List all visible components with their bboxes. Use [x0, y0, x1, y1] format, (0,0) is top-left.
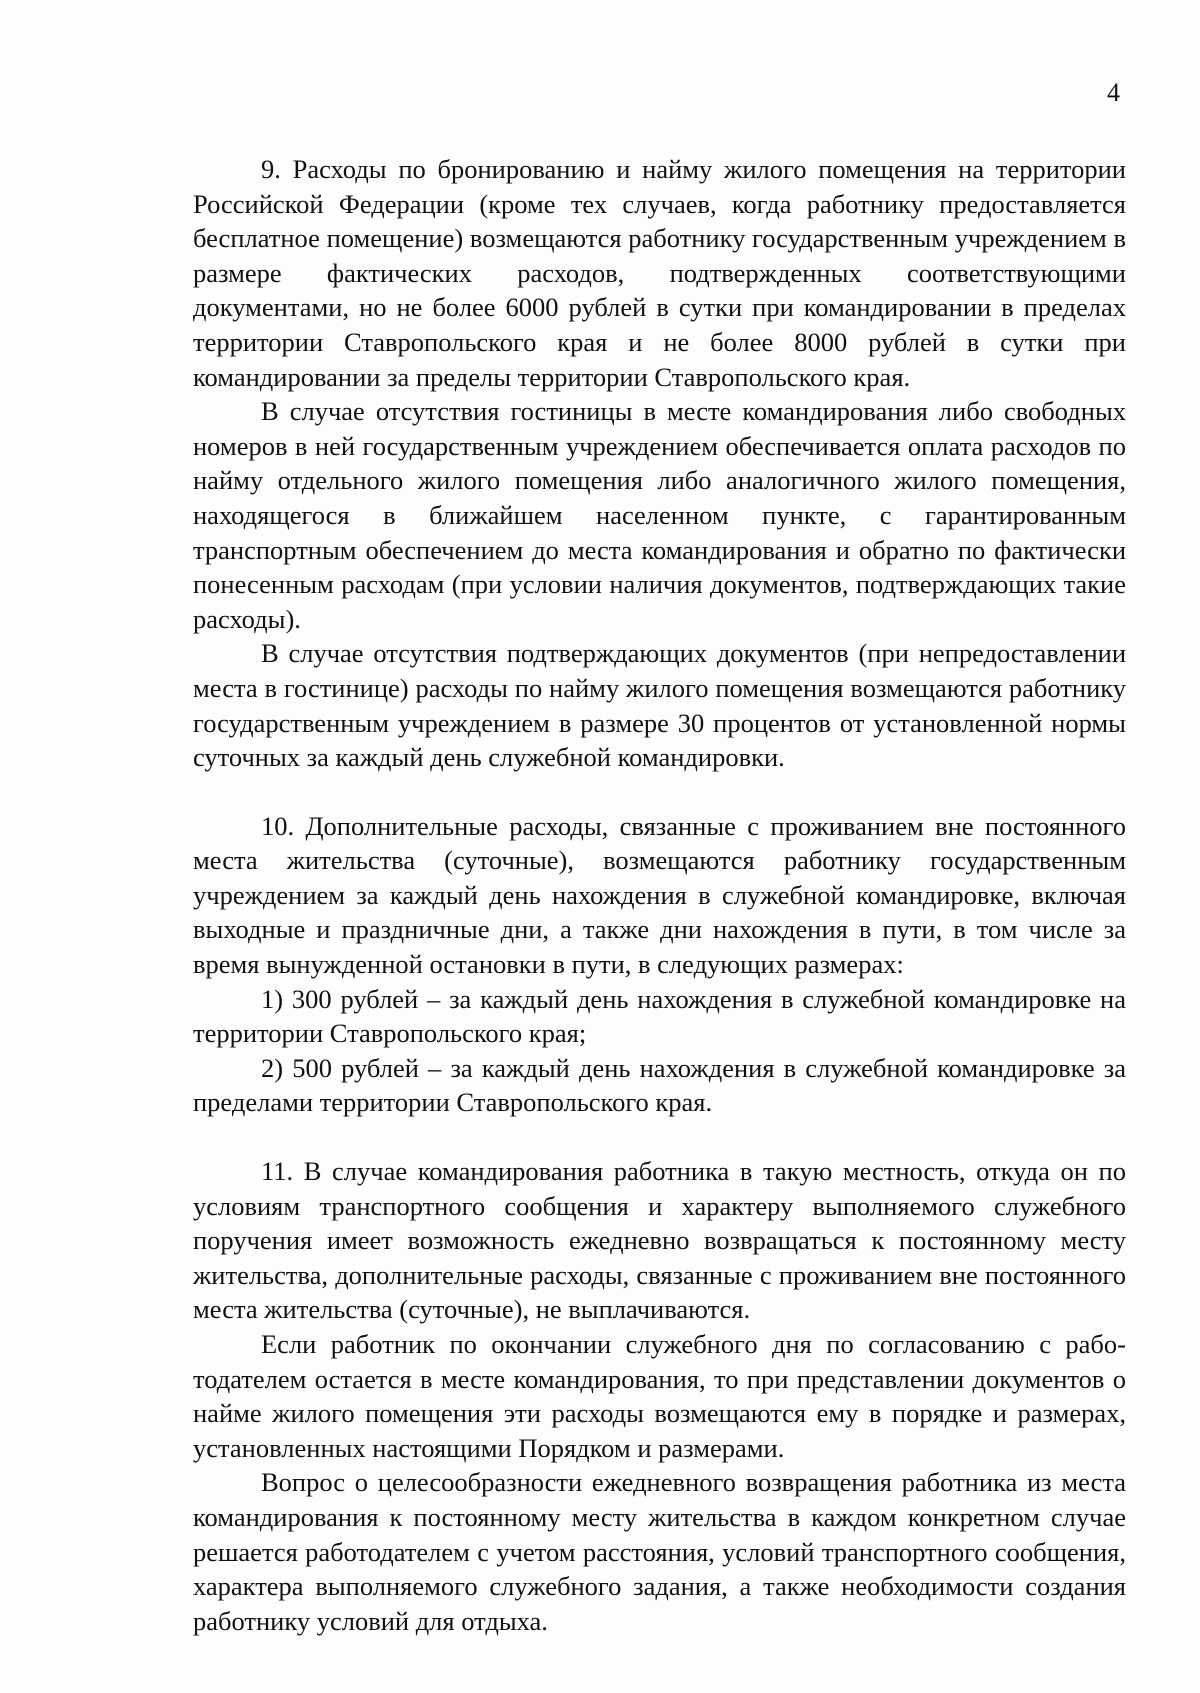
paragraph-11-stay: Если работник по окончании служебного дня по согласованию с работодателем остается в месте командирования, то при представлении документов о найме жилого помещения эти расходы возмещаются ему в порядке и размерах, установленных настоящими Порядком и размерами.: [193, 1329, 1126, 1463]
document-body: [193, 152, 1126, 1638]
paragraph-10-item-1: 1) 300 рублей – за каждый день нахождения в служебной командировке на территории Ставропольского края;: [193, 983, 1126, 1049]
paragraph-11-daily-return: Вопрос о целесообразности ежедневного возвращения работника из места командирования к постоянному месту жительства в каждом конкретном случае решается работодателем с учетом расстояния, условий транспортного сообщения, характера выполняемого служебного задания, а также необходимости создания работнику условий для отдыха.: [193, 1467, 1126, 1636]
paragraph-9: 9. Расходы по бронированию и найму жилого помещения на территории Российской Федерации (кроме тех случаев, когда работнику предоставляется бесплатное помещение) возмещаются работнику государственным учреждением в размере фактических расходов, подтвержденных соответствующими документами, но не более 6000 рублей в сутки при командировании в пределах территории Ставропольского края и не более 8000 рублей в сутки при командировании за пределы территории Ставропольского края.: [193, 154, 1126, 392]
paragraph-10: 10. Дополнительные расходы, связанные с проживанием вне постоянного места жительства (суточные), возмещаются работнику государственным учреждением за каждый день нахождения в служебной командировке, включая выходные и праздничные дни, а также дни нахождения в пути, в том числе за время вынужденной остановки в пути, в следующих размерах:: [193, 810, 1126, 980]
paragraph-11: 11. В случае командирования работника в такую местность, откуда он по условиям транспортного сообщения и характеру выполняемого служебного поручения имеет возможность ежедневно возвращаться к постоянному месту жительства, дополнительные расходы, связанные с проживанием вне постоянного места жительства (суточные), не выплачиваются.: [193, 1156, 1126, 1325]
paragraph-10-item-2: 2) 500 рублей – за каждый день нахождения в служебной командировке за пределами территории Ставропольского края.: [193, 1052, 1126, 1118]
page-number: 4: [1107, 78, 1120, 107]
paragraph-9-hotel-absence: В случае отсутствия гостиницы в месте командирования либо свободных номеров в ней государственным учреждением обеспечивается оплата расходов по найму отдельного жилого помещения либо аналогичного жилого помещения, находящегося в ближайшем населенном пункте, с гарантированным транспортным обеспечением до места командирования и обратно по фактически понесенным расходам (при условии наличия документов, подтверждающих такие расходы).: [193, 396, 1126, 634]
paragraph-9-no-documents: В случае отсутствия подтверждающих документов (при непредоставлении места в гостинице) расходы по найму жилого помещения возмещаются работнику государственным учреждением в размере 30 процентов от установленной нормы суточных за каждый день служебной командировки.: [193, 638, 1126, 773]
